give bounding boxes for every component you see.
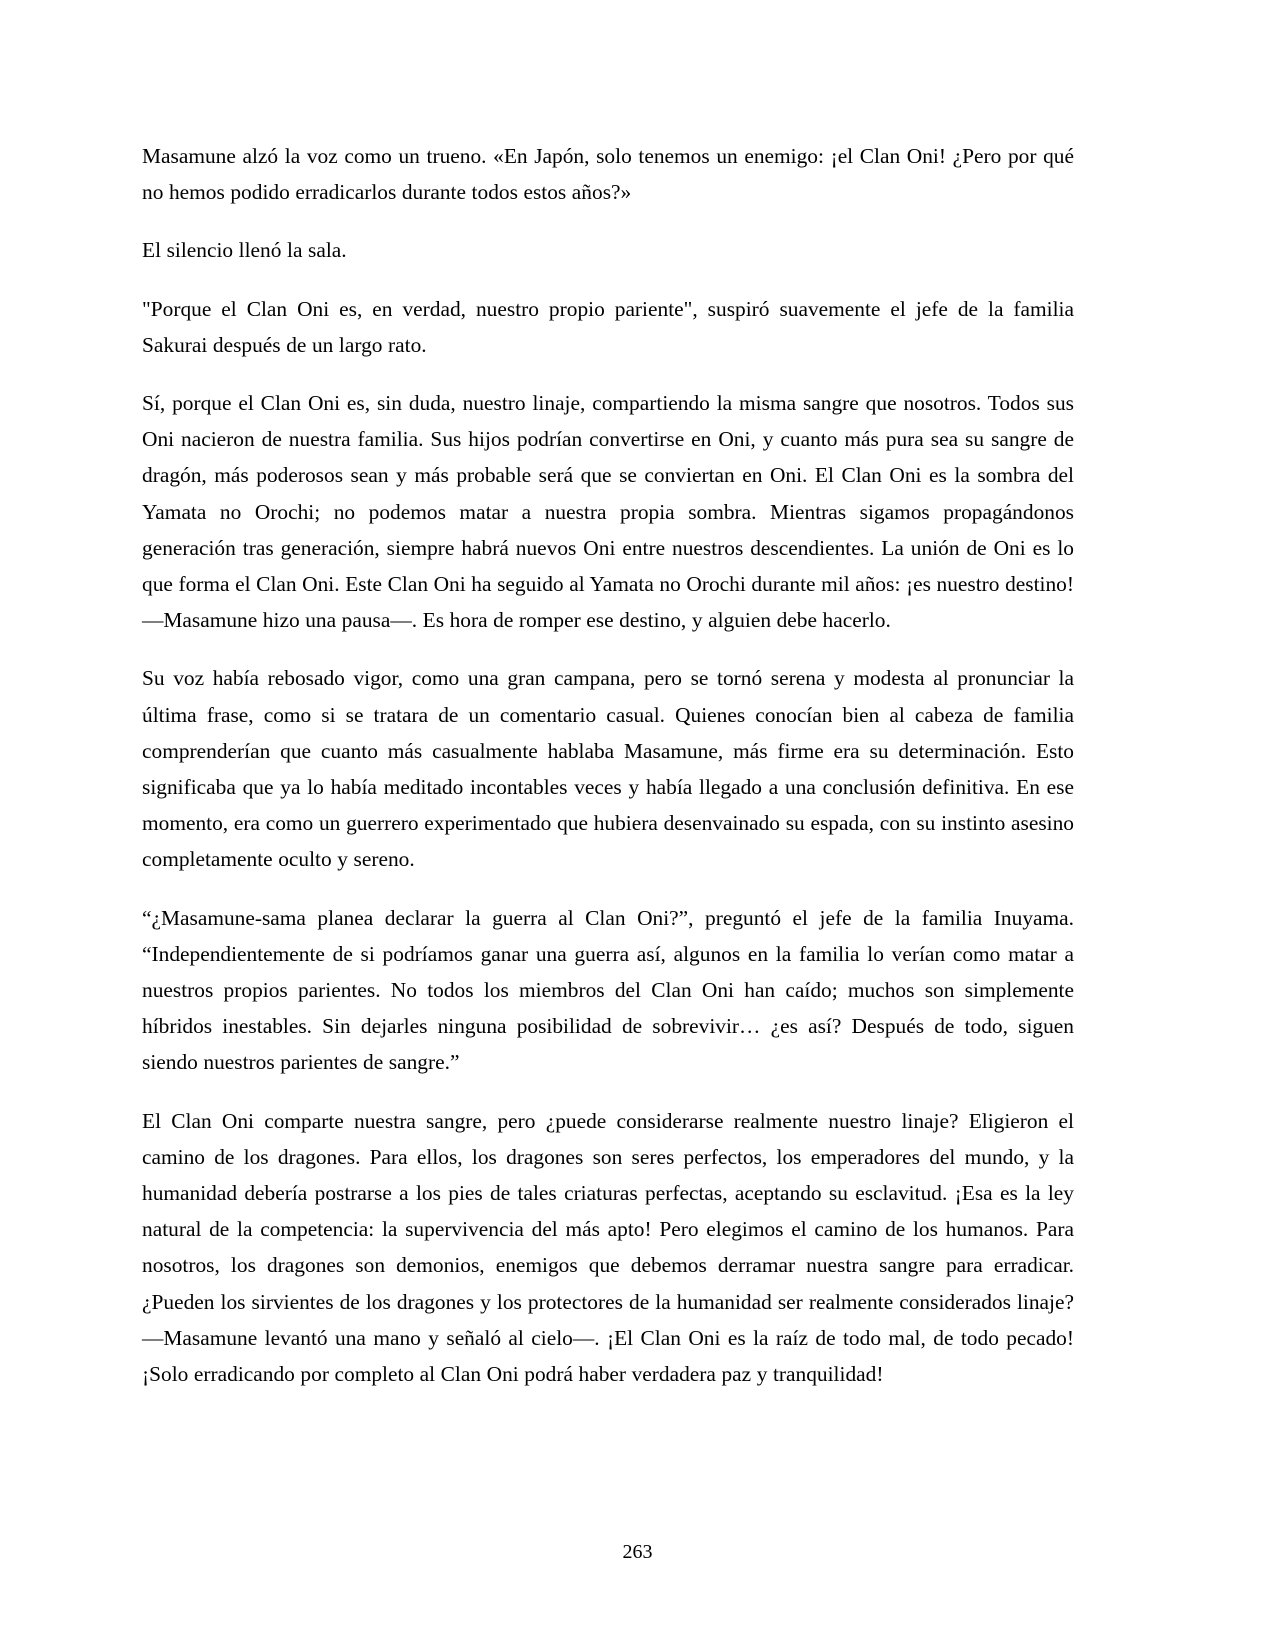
paragraph-1: Masamune alzó la voz como un trueno. «En Japón, solo tenemos un enemigo: ¡el Clan Oni! ¿Pero por qué no hemos podido erradicarlos durante todos estos años?» <box>142 144 1074 205</box>
page-number: 263 <box>622 1541 653 1563</box>
paragraph-4: Sí, porque el Clan Oni es, sin duda, nuestro linaje, compartiendo la misma sangre que nosotros. Todos sus Oni nacieron de nuestra familia. Sus hijos podrían convertirse en Oni, y cuanto más pura sea su sangre de dragón, más poderosos sean y más probable será que se conviertan en Oni. El Clan Oni es la sombra del Yamata no Orochi; no podemos matar a nuestra propia sombra. Mientras sigamos propagándonos generación tras generación, siempre habrá nuevos Oni entre nuestros descendientes. La unión de Oni es lo que forma el Clan Oni. Este Clan Oni ha seguido al Yamata no Orochi durante mil años: ¡es nuestro destino! —Masamune hizo una pausa—. Es hora de romper ese destino, y alguien debe hacerlo. <box>142 391 1074 633</box>
body-text-column <box>142 138 1074 1392</box>
paragraph-7: El Clan Oni comparte nuestra sangre, pero ¿puede considerarse realmente nuestro linaje? Eligieron el camino de los dragones. Para ellos, los dragones son seres perfectos, los emperadores del mundo, y la humanidad debería postrarse a los pies de tales criaturas perfectas, aceptando su esclavitud. ¡Esa es la ley natural de la competencia: la supervivencia del más apto! Pero elegimos el camino de los humanos. Para nosotros, los dragones son demonios, enemigos que debemos derramar nuestra sangre para erradicar. ¿Pueden los sirvientes de los dragones y los protectores de la humanidad ser realmente considerados linaje? —Masamune levantó una mano y señaló al cielo—. ¡El Clan Oni es la raíz de todo mal, de todo pecado! ¡Solo erradicando por completo al Clan Oni podrá haber verdadera paz y tranquilidad! <box>142 1108 1074 1387</box>
paragraph-5: Su voz había rebosado vigor, como una gran campana, pero se tornó serena y modesta al pronunciar la última frase, como si se tratara de un comentario casual. Quienes conocían bien al cabeza de familia comprenderían que cuanto más casualmente hablaba Masamune, más firme era su determinación. Esto significaba que ya lo había meditado incontables veces y había llegado a una conclusión definitiva. En ese momento, era como un guerrero experimentado que hubiera desenvainado su espada, con su instinto asesino completamente oculto y sereno. <box>142 666 1074 872</box>
paragraph-6: “¿Masamune-sama planea declarar la guerra al Clan Oni?”, preguntó el jefe de la familia Inuyama. “Independientemente de si podríamos ganar una guerra así, algunos en la familia lo verían como matar a nuestros propios parientes. No todos los miembros del Clan Oni han caído; muchos son simplemente híbridos inestables. Sin dejarles ninguna posibilidad de sobrevivir… ¿es así? Después de todo, siguen siendo nuestros parientes de sangre.” <box>142 905 1074 1075</box>
paragraph-3: "Porque el Clan Oni es, en verdad, nuestro propio pariente", suspiró suavemente el jefe de la familia Sakurai después de un largo rato. <box>142 296 1074 357</box>
paragraph-2: El silencio llenó la sala. <box>142 238 347 263</box>
page-footer <box>0 1540 1275 1564</box>
